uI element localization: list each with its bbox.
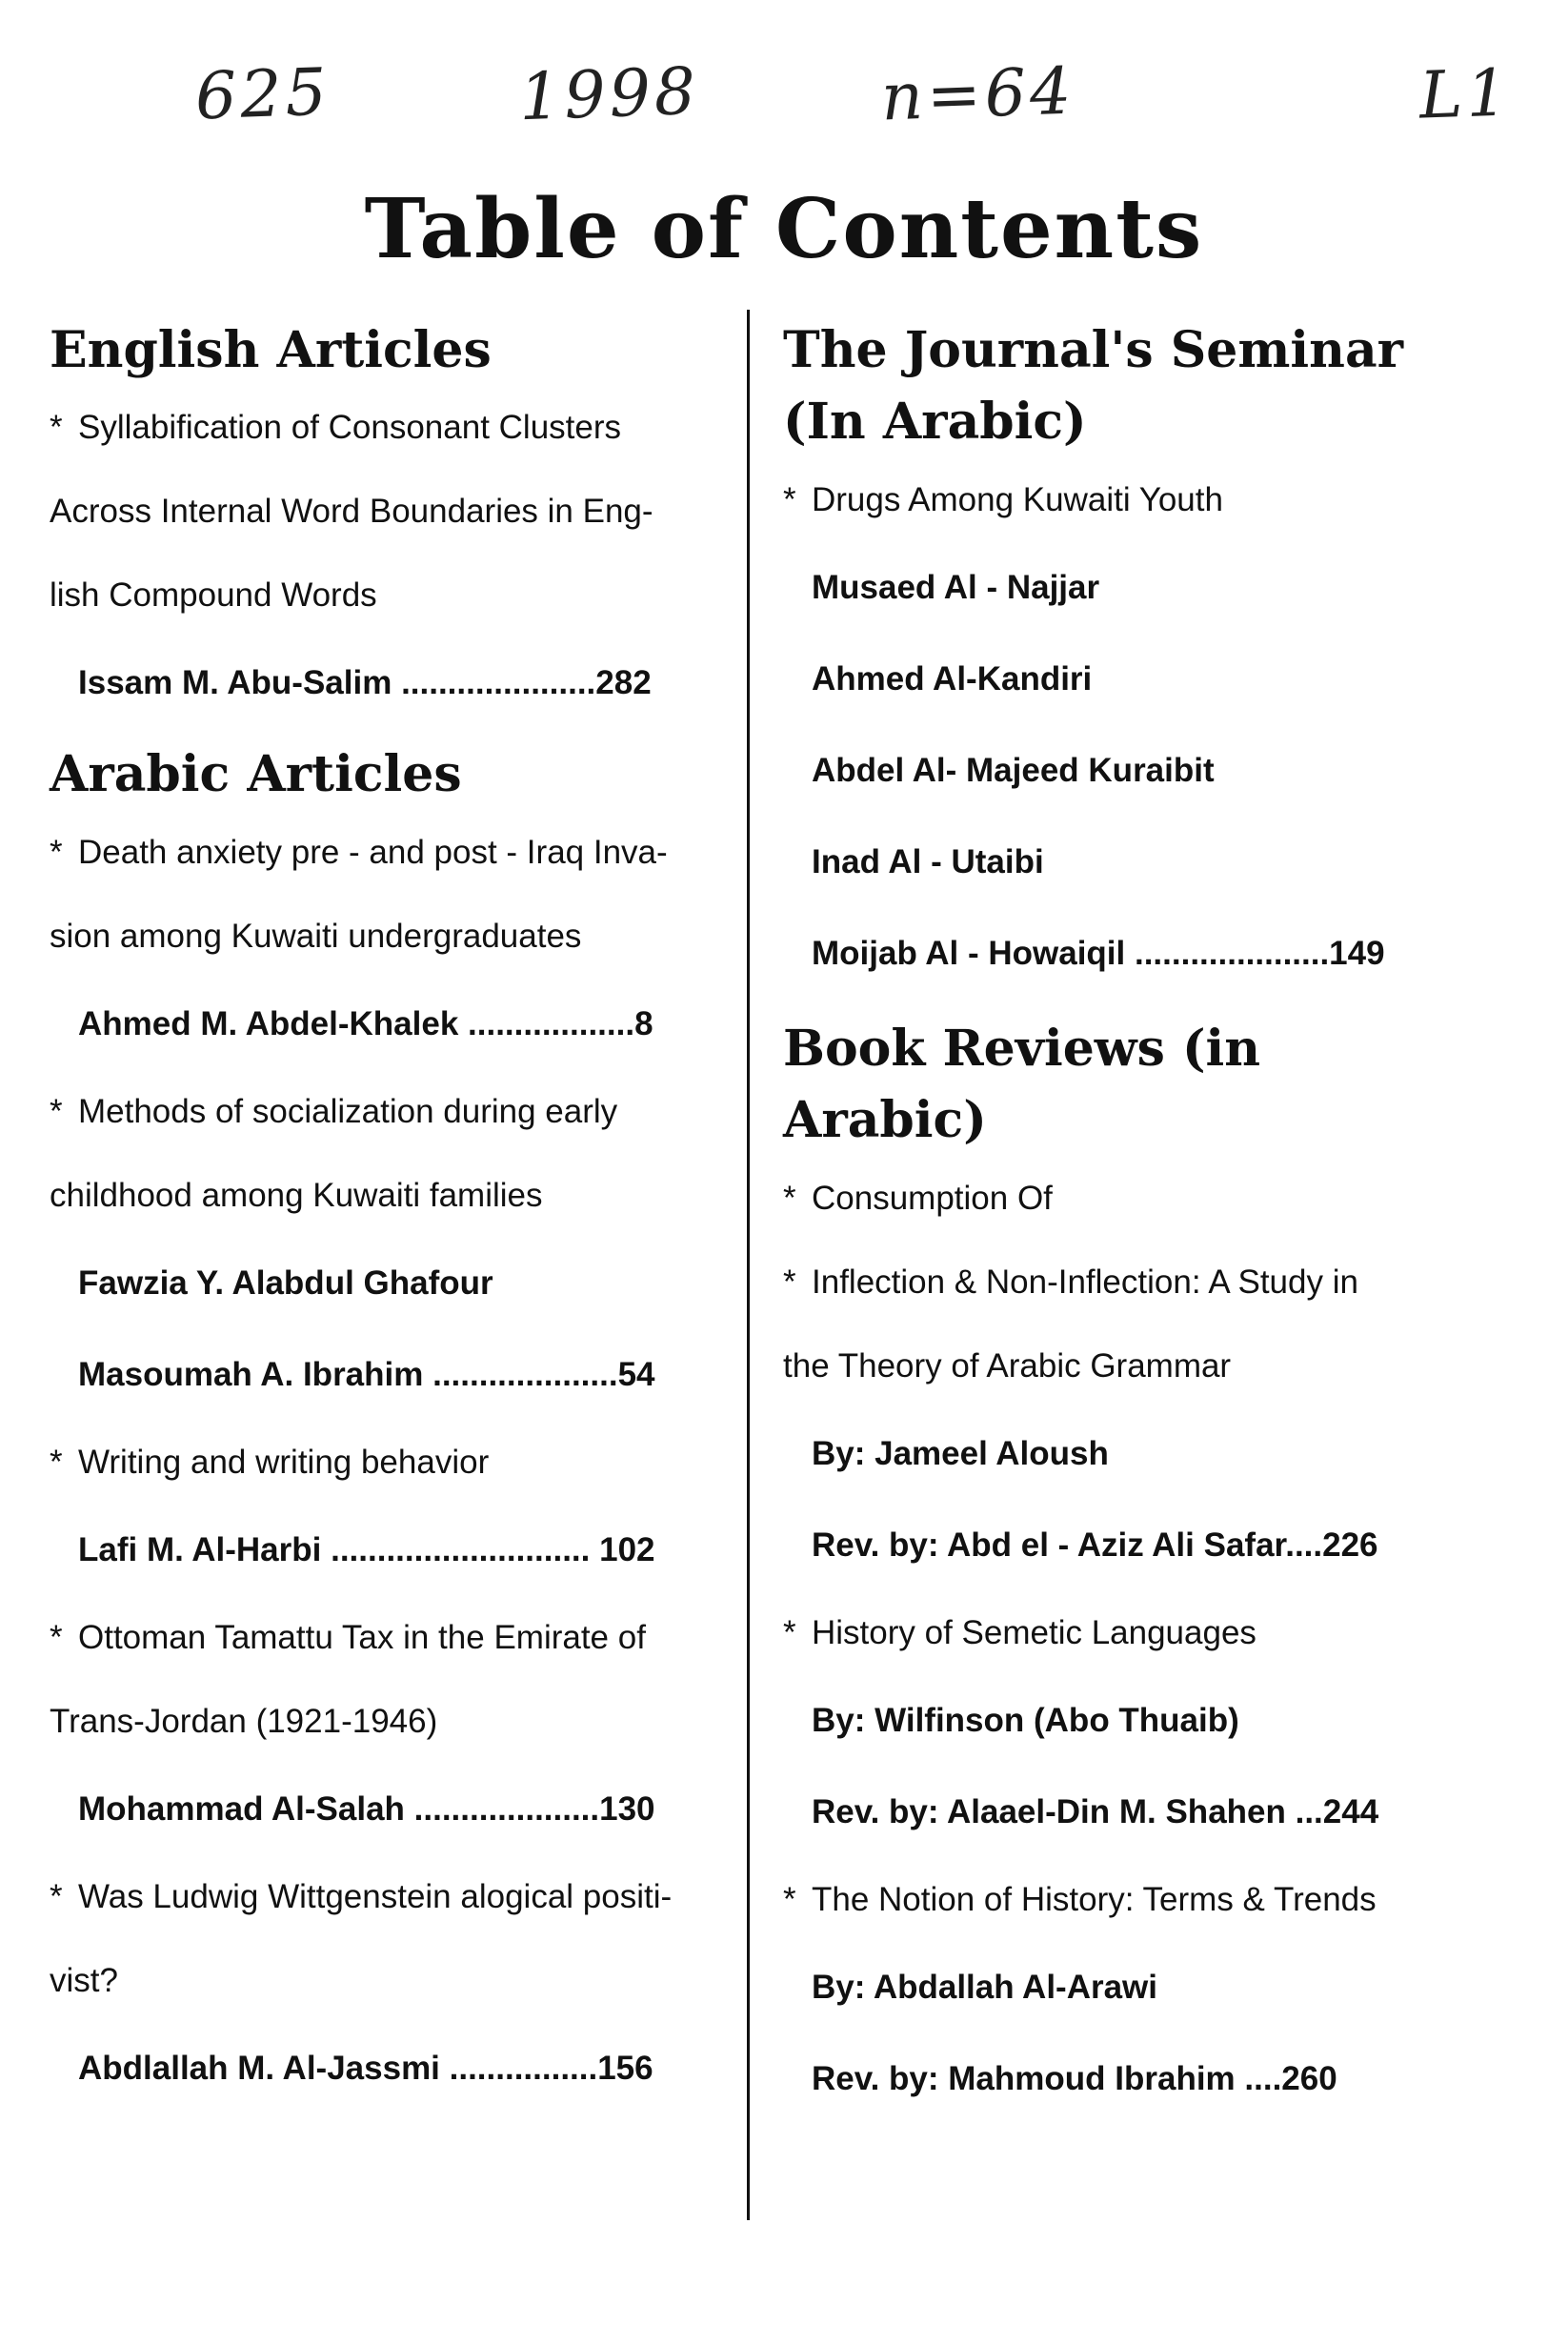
handwritten-annotations bbox=[0, 53, 1568, 172]
article-author: Mohammad Al-Salah ....................130 bbox=[78, 1789, 655, 1828]
review-author: By: Wilfinson (Abo Thuaib) bbox=[812, 1701, 1239, 1739]
article-author: Lafi M. Al-Harbi ............................ 102 bbox=[78, 1530, 655, 1568]
article-title-line: * Drugs Among Kuwaiti Youth bbox=[783, 480, 1223, 518]
handwritten-number: n=64 bbox=[879, 53, 1076, 136]
article-title-line: * Writing and writing behavior bbox=[50, 1443, 490, 1481]
english-article bbox=[50, 386, 716, 729]
article-author: Inad Al - Utaibi bbox=[812, 842, 1044, 880]
article-author: Fawzia Y. Alabdul Ghafour bbox=[78, 1263, 493, 1302]
review-title-line: * The Notion of History: Terms & Trends bbox=[783, 1880, 1377, 1918]
arabic-article bbox=[50, 1596, 716, 1855]
article-title-line: * Death anxiety pre - and post - Iraq Inva- bbox=[50, 833, 668, 871]
article-author: Ahmed M. Abdel-Khalek ..................8 bbox=[78, 1004, 653, 1042]
book-review bbox=[783, 1591, 1450, 1858]
seminar-article bbox=[783, 458, 1450, 1000]
review-reviewer: Rev. by: Alaael-Din M. Shahen ...244 bbox=[812, 1792, 1379, 1830]
book-review bbox=[783, 1858, 1450, 2125]
seminar-heading-subtitle: (In Arabic) bbox=[783, 393, 1087, 452]
left-column bbox=[50, 314, 716, 2114]
handwritten-year: 1998 bbox=[517, 53, 701, 136]
review-reviewer: Rev. by: Abd el - Aziz Ali Safar....226 bbox=[812, 1526, 1378, 1564]
english-articles-heading: English Articles bbox=[50, 321, 492, 379]
article-author: Ahmed Al-Kandiri bbox=[812, 659, 1093, 697]
book-review bbox=[783, 1157, 1450, 1241]
article-author: Abdel Al- Majeed Kuraibit bbox=[812, 751, 1215, 789]
review-title-line: the Theory of Arabic Grammar bbox=[783, 1346, 1232, 1385]
review-title-line: * Inflection & Non-Inflection: A Study in bbox=[783, 1263, 1358, 1301]
arabic-article bbox=[50, 811, 716, 1070]
review-author: By: Jameel Aloush bbox=[812, 1434, 1109, 1472]
book-reviews-heading: Book Reviews (in Arabic) bbox=[783, 1019, 1261, 1150]
review-title-line: * Consumption Of bbox=[783, 1179, 1053, 1217]
right-column bbox=[783, 314, 1450, 2125]
review-title-line: * History of Semetic Languages bbox=[783, 1613, 1256, 1651]
article-author: Moijab Al - Howaiqil .....................149 bbox=[812, 934, 1385, 972]
article-title-line: childhood among Kuwaiti families bbox=[50, 1176, 543, 1214]
arabic-article bbox=[50, 1421, 716, 1596]
page-title: Table of Contents bbox=[364, 181, 1204, 277]
article-title-line: * Ottoman Tamattu Tax in the Emirate of bbox=[50, 1618, 646, 1656]
article-author: Abdlallah M. Al-Jassmi ................156 bbox=[78, 2049, 653, 2087]
arabic-articles-heading: Arabic Articles bbox=[50, 745, 462, 804]
seminar-heading: The Journal's Seminar bbox=[783, 321, 1404, 379]
article-title-line: lish Compound Words bbox=[50, 576, 377, 615]
article-title-line: vist? bbox=[50, 1961, 118, 1999]
article-title-line: * Methods of socialization during early bbox=[50, 1092, 618, 1130]
review-reviewer: Rev. by: Mahmoud Ibrahim ....260 bbox=[812, 2059, 1337, 2097]
article-title-line: * Syllabification of Consonant Clusters bbox=[50, 409, 622, 447]
handwritten-mark: L1 bbox=[1417, 55, 1513, 134]
article-title-line: * Was Ludwig Wittgenstein alogical positi- bbox=[50, 1877, 673, 1915]
review-author: By: Abdallah Al-Arawi bbox=[812, 1968, 1158, 2006]
arabic-article bbox=[50, 1070, 716, 1421]
article-author: Musaed Al - Najjar bbox=[812, 568, 1100, 606]
arabic-article bbox=[50, 1855, 716, 2114]
article-author: Issam M. Abu-Salim .....................282 bbox=[78, 664, 652, 702]
article-author: Masoumah A. Ibrahim ....................54 bbox=[78, 1355, 655, 1393]
column-divider bbox=[747, 310, 750, 2220]
article-title-line: sion among Kuwaiti undergraduates bbox=[50, 917, 582, 955]
article-title-line: Trans-Jordan (1921-1946) bbox=[50, 1702, 438, 1740]
book-review bbox=[783, 1241, 1450, 1591]
article-title-line: Across Internal Word Boundaries in Eng- bbox=[50, 493, 653, 531]
handwritten-code: 625 bbox=[193, 54, 332, 135]
